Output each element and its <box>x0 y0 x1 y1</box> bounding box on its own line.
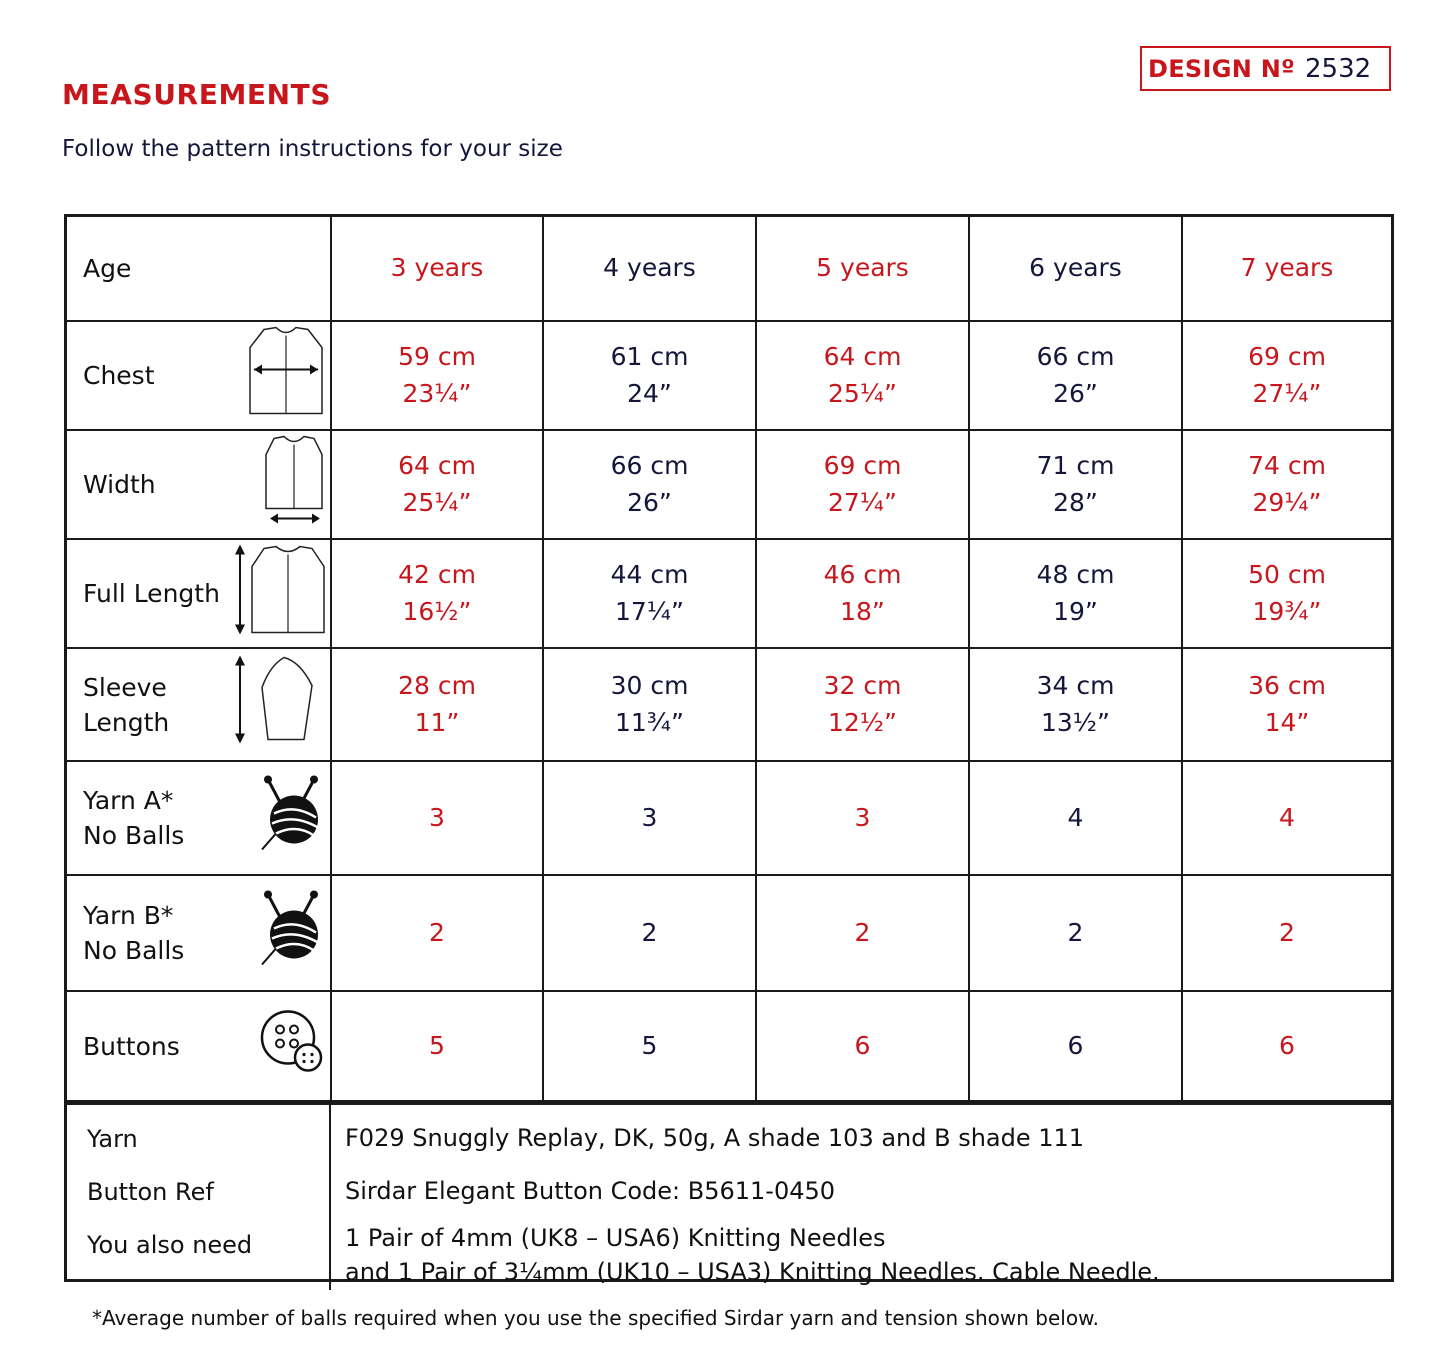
size-header-3: 3 years <box>331 217 543 321</box>
footnote: *Average number of balls required when you use the specified Sirdar yarn and tension shown below. <box>92 1306 1099 1330</box>
value-cell: 6 <box>969 991 1182 1101</box>
yarn-label: Yarn <box>87 1125 138 1153</box>
materials-values <box>331 1105 1391 1290</box>
value-cell: 6 <box>1182 991 1391 1101</box>
row-label-line: Yarn B* <box>83 901 174 930</box>
row-label-line: No Balls <box>83 936 185 965</box>
button-ref-label: Button Ref <box>87 1178 214 1206</box>
value-cell: 61 cm 24” <box>543 321 756 430</box>
row-label-age: Age <box>67 217 331 321</box>
also-need-value-1: 1 Pair of 4mm (UK8 – USA6) Knitting Needles <box>345 1224 886 1252</box>
value-cell: 4 <box>1182 761 1391 875</box>
value-cell: 3 <box>543 761 756 875</box>
row-label-text: Chest <box>83 361 155 390</box>
sleeve-length-icon <box>232 651 326 758</box>
row-label-line: Sleeve <box>83 672 167 702</box>
also-need-label: You also need <box>87 1231 253 1259</box>
size-header-6: 6 years <box>969 217 1182 321</box>
yarn-ball-icon <box>256 889 326 978</box>
cardigan-length-icon <box>232 540 326 647</box>
page-subtitle: Follow the pattern instructions for your size <box>62 136 563 162</box>
design-number: 2532 <box>1305 53 1372 84</box>
also-need-value-2: and 1 Pair of 3¼mm (UK10 – USA3) Knitting Needles. Cable Needle. <box>345 1258 1160 1286</box>
value-cell: 2 <box>331 875 543 991</box>
design-label: DESIGN Nº <box>1148 54 1295 83</box>
measurements-table <box>64 214 1394 1286</box>
value-cell: 64 cm 25¼” <box>756 321 969 430</box>
row-label-buttons <box>67 991 331 1101</box>
value-cell: 2 <box>969 875 1182 991</box>
size-header-5: 5 years <box>756 217 969 321</box>
cardigan-width-icon <box>262 432 326 537</box>
materials-labels <box>67 1105 331 1290</box>
row-label-chest <box>67 321 331 430</box>
table-row-age <box>67 217 1391 321</box>
row-label-sleeve-length <box>67 648 331 761</box>
cardigan-chest-icon <box>246 323 326 428</box>
yarn-value: F029 Snuggly Replay, DK, 50g, A shade 103 and B shade 111 <box>345 1124 1085 1152</box>
value-cell: 46 cm 18” <box>756 539 969 648</box>
value-cell: 2 <box>756 875 969 991</box>
materials-section <box>67 1102 1391 1290</box>
row-label-yarn-a <box>67 761 331 875</box>
row-label-line: Length <box>83 707 170 737</box>
value-cell: 2 <box>543 875 756 991</box>
value-cell: 3 <box>756 761 969 875</box>
value-cell: 3 <box>331 761 543 875</box>
row-label-width <box>67 430 331 539</box>
value-cell: 69 cm 27¼” <box>756 430 969 539</box>
value-cell: 36 cm 14” <box>1182 648 1391 761</box>
row-label-yarn-b <box>67 875 331 991</box>
value-cell: 4 <box>969 761 1182 875</box>
size-header-4: 4 years <box>543 217 756 321</box>
table-row-sleeve-length <box>67 648 1391 761</box>
design-number-box <box>1140 46 1391 91</box>
value-cell: 5 <box>543 991 756 1101</box>
sizes-table <box>67 217 1391 1102</box>
value-cell: 5 <box>331 991 543 1101</box>
row-label-full-length <box>67 539 331 648</box>
value-cell: 59 cm 23¼” <box>331 321 543 430</box>
yarn-ball-icon <box>256 774 326 863</box>
value-cell: 32 cm 12½” <box>756 648 969 761</box>
table-row-yarn-b <box>67 875 1391 991</box>
value-cell: 74 cm 29¼” <box>1182 430 1391 539</box>
value-cell: 42 cm 16½” <box>331 539 543 648</box>
value-cell: 2 <box>1182 875 1391 991</box>
row-label-text: Buttons <box>83 1031 180 1061</box>
table-row-chest <box>67 321 1391 430</box>
value-cell: 30 cm 11¾” <box>543 648 756 761</box>
row-label-text: Width <box>83 470 156 499</box>
value-cell: 69 cm 27¼” <box>1182 321 1391 430</box>
table-row-yarn-a <box>67 761 1391 875</box>
value-cell: 71 cm 28” <box>969 430 1182 539</box>
row-label-line: Yarn A* <box>83 786 174 815</box>
value-cell: 66 cm 26” <box>969 321 1182 430</box>
value-cell: 6 <box>756 991 969 1101</box>
table-row-buttons <box>67 991 1391 1101</box>
value-cell: 48 cm 19” <box>969 539 1182 648</box>
value-cell: 66 cm 26” <box>543 430 756 539</box>
button-ref-value: Sirdar Elegant Button Code: B5611-0450 <box>345 1177 836 1205</box>
value-cell: 50 cm 19¾” <box>1182 539 1391 648</box>
value-cell: 28 cm 11” <box>331 648 543 761</box>
value-cell: 34 cm 13½” <box>969 648 1182 761</box>
button-icon <box>258 1008 326 1085</box>
size-header-7: 7 years <box>1182 217 1391 321</box>
page-title: MEASUREMENTS <box>62 78 332 111</box>
value-cell: 44 cm 17¼” <box>543 539 756 648</box>
table-row-full-length <box>67 539 1391 648</box>
value-cell: 64 cm 25¼” <box>331 430 543 539</box>
row-label-text: Full Length <box>83 579 220 608</box>
row-label-line: No Balls <box>83 821 185 850</box>
table-row-width <box>67 430 1391 539</box>
